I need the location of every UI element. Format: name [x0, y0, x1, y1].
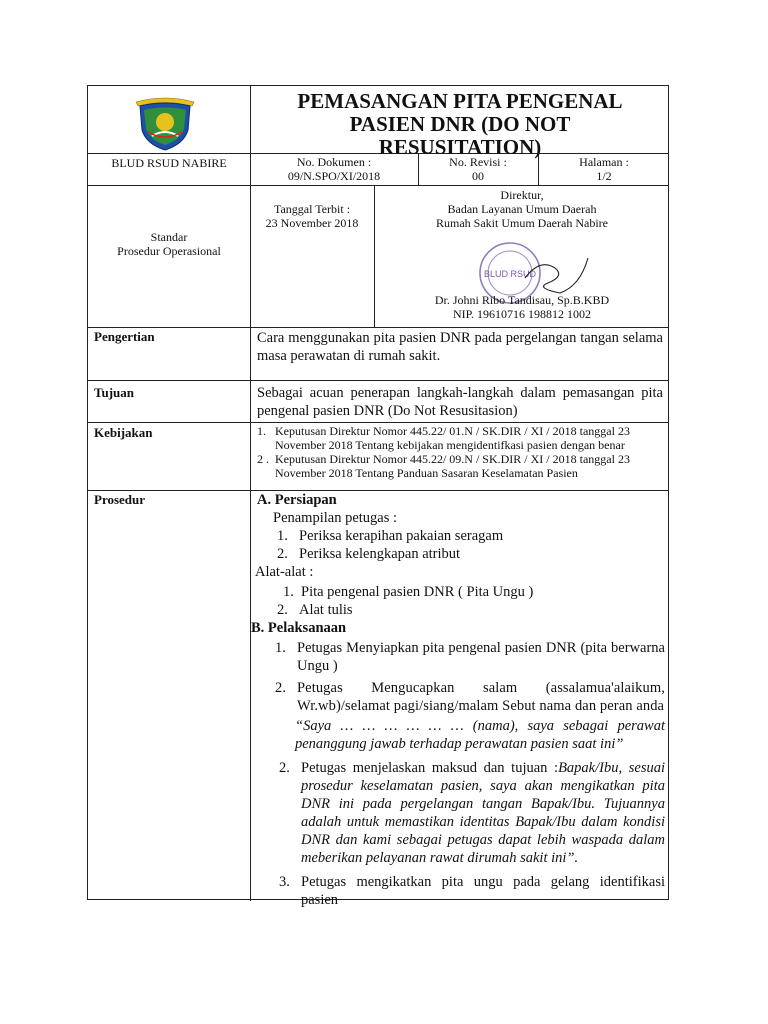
- issue-date-value: 23 November 2018: [265, 216, 359, 230]
- title-line: PASIEN DNR (DO NOT: [349, 112, 571, 136]
- title-line: PEMASANGAN PITA PENGENAL: [297, 89, 623, 113]
- section-label-pengertian: Pengertian: [94, 329, 155, 344]
- step-text: Petugas Menyiapkan pita pengenal pasien DNR (pita berwarna Ungu ): [297, 640, 665, 674]
- item-text: Alat tulis: [299, 602, 353, 618]
- item-number: 2.: [279, 760, 290, 776]
- doc-number-label: No. Dokumen :: [296, 155, 372, 169]
- item-number: 1.: [257, 424, 266, 438]
- item-text: Keputusan Direktur Nomor 445.22/ 09.N / SK.DIR / XI / 2018 tanggal 23 November 2018 Tentang Panduan Sasaran Keselamatan Pasien: [275, 452, 630, 480]
- divider: [88, 422, 668, 423]
- step-item: [251, 873, 665, 909]
- page-value: 1/2: [596, 169, 612, 183]
- item-text: Periksa kerapihan pakaian seragam: [299, 528, 504, 544]
- sop-label: [88, 230, 250, 258]
- explanation-quote: Bapak/Ibu, sesuai prosedur keselamatan pasien, saya akan mengikatkan pita DNR ini pada pergelangan tangan Bapak/Ibu. Tujuannya adalah untuk memastikan identitas Bapak/Ibu dalam kondisi DNR dan kami sebagai petugas dapat lebih waspada dalam meberikan pelayanan rawat dirumah sakit ini”.: [301, 760, 665, 866]
- list-item: [251, 583, 665, 601]
- item-number: 1.: [283, 584, 294, 600]
- greeting-quote: “Saya … … … … … … (nama), saya sebagai perawat penanggung jawab terhadap perawatan pasien saat ini”: [295, 718, 665, 752]
- director-org: Badan Layanan Umum Daerah: [447, 202, 597, 216]
- divider: [88, 185, 668, 186]
- institution-name: BLUD RSUD NABIRE: [111, 156, 227, 170]
- title-line: RESUSITATION): [378, 135, 542, 159]
- director-name: Dr. Johni Ribo Tandisau, Sp.B.KBD: [434, 293, 610, 307]
- sop-document: [87, 85, 669, 908]
- sop-label-line: Standar: [150, 230, 188, 244]
- alat-subheading: Alat-alat :: [255, 564, 314, 580]
- page-label: Halaman :: [579, 155, 629, 169]
- step-text: Petugas Mengucapkan salam (assalamua'alaikum, Wr.wb)/selamat pagi/siang/malam Sebut nama dan peran anda: [297, 680, 665, 714]
- director-org: Rumah Sakit Umum Daerah Nabire: [436, 216, 608, 230]
- revision-cell: [418, 155, 538, 183]
- item-number: 1.: [275, 640, 286, 656]
- item-text: Keputusan Direktur Nomor 445.22/ 01.N / SK.DIR / XI / 2018 tanggal 23 November 2018 Tentang kebijakan mengidentifkasi pasien dengan benar: [275, 424, 630, 452]
- director-title: Direktur,: [500, 188, 544, 202]
- step-item: [251, 639, 665, 675]
- list-item: [251, 601, 665, 619]
- item-number: 1.: [277, 528, 288, 544]
- sop-label-line: Prosedur Operasional: [117, 244, 221, 258]
- issue-date-cell: [250, 202, 374, 230]
- revision-label: No. Revisi :: [449, 155, 507, 169]
- issue-date-label: Tanggal Terbit :: [273, 202, 351, 216]
- doc-number-value: 09/N.SPO/XI/2018: [287, 169, 381, 183]
- step-text: Petugas mengikatkan pita ungu pada gelang identifikasi pasien: [301, 874, 665, 908]
- persiapan-heading: A. Persiapan: [257, 492, 337, 508]
- revision-value: 00: [472, 169, 484, 183]
- item-text: Periksa kelengkapan atribut: [299, 546, 461, 562]
- document-title: [250, 90, 670, 159]
- item-number: 2 .: [257, 452, 269, 466]
- section-label-prosedur: Prosedur: [94, 492, 146, 507]
- item-number: 3.: [279, 874, 290, 890]
- persiapan-subheading: Penampilan petugas :: [273, 510, 398, 526]
- item-text: Pita pengenal pasien DNR ( Pita Ungu ): [301, 584, 534, 600]
- pengertian-text: Cara menggunakan pita pasien DNR pada pergelangan tangan selama masa perawatan di rumah sakit.: [257, 330, 663, 364]
- list-item: [251, 545, 665, 563]
- pelaksanaan-heading: B. Pelaksanaan: [251, 620, 347, 636]
- item-number: 2.: [277, 602, 288, 618]
- hospital-logo: [128, 92, 202, 152]
- director-signature-block: [374, 293, 670, 321]
- list-item: [251, 527, 665, 545]
- director-header: [374, 188, 670, 230]
- section-label-kebijakan: Kebijakan: [94, 425, 153, 440]
- tujuan-text: Sebagai acuan penerapan langkah-langkah dalam pemasangan pita pengenal pasien DNR (Do Not Resusitasion): [257, 385, 663, 419]
- step-item: [251, 759, 665, 867]
- step-item: [251, 679, 665, 715]
- divider: [88, 327, 668, 328]
- prosedur-content: [251, 491, 665, 909]
- director-nip: NIP. 19610716 198812 1002: [452, 307, 591, 321]
- step-text: Petugas menjelaskan maksud dan tujuan :: [301, 760, 559, 776]
- item-number: 2.: [277, 546, 288, 562]
- doc-number-cell: [250, 155, 418, 183]
- stamp-text: BLUD RSUD: [483, 269, 537, 279]
- kebijakan-list: [257, 424, 665, 480]
- section-label-tujuan: Tujuan: [94, 385, 134, 400]
- page-cell: [538, 155, 670, 183]
- divider: [88, 380, 668, 381]
- kebijakan-item: [257, 424, 665, 452]
- item-number: 2.: [275, 680, 287, 696]
- kebijakan-item: [257, 452, 665, 480]
